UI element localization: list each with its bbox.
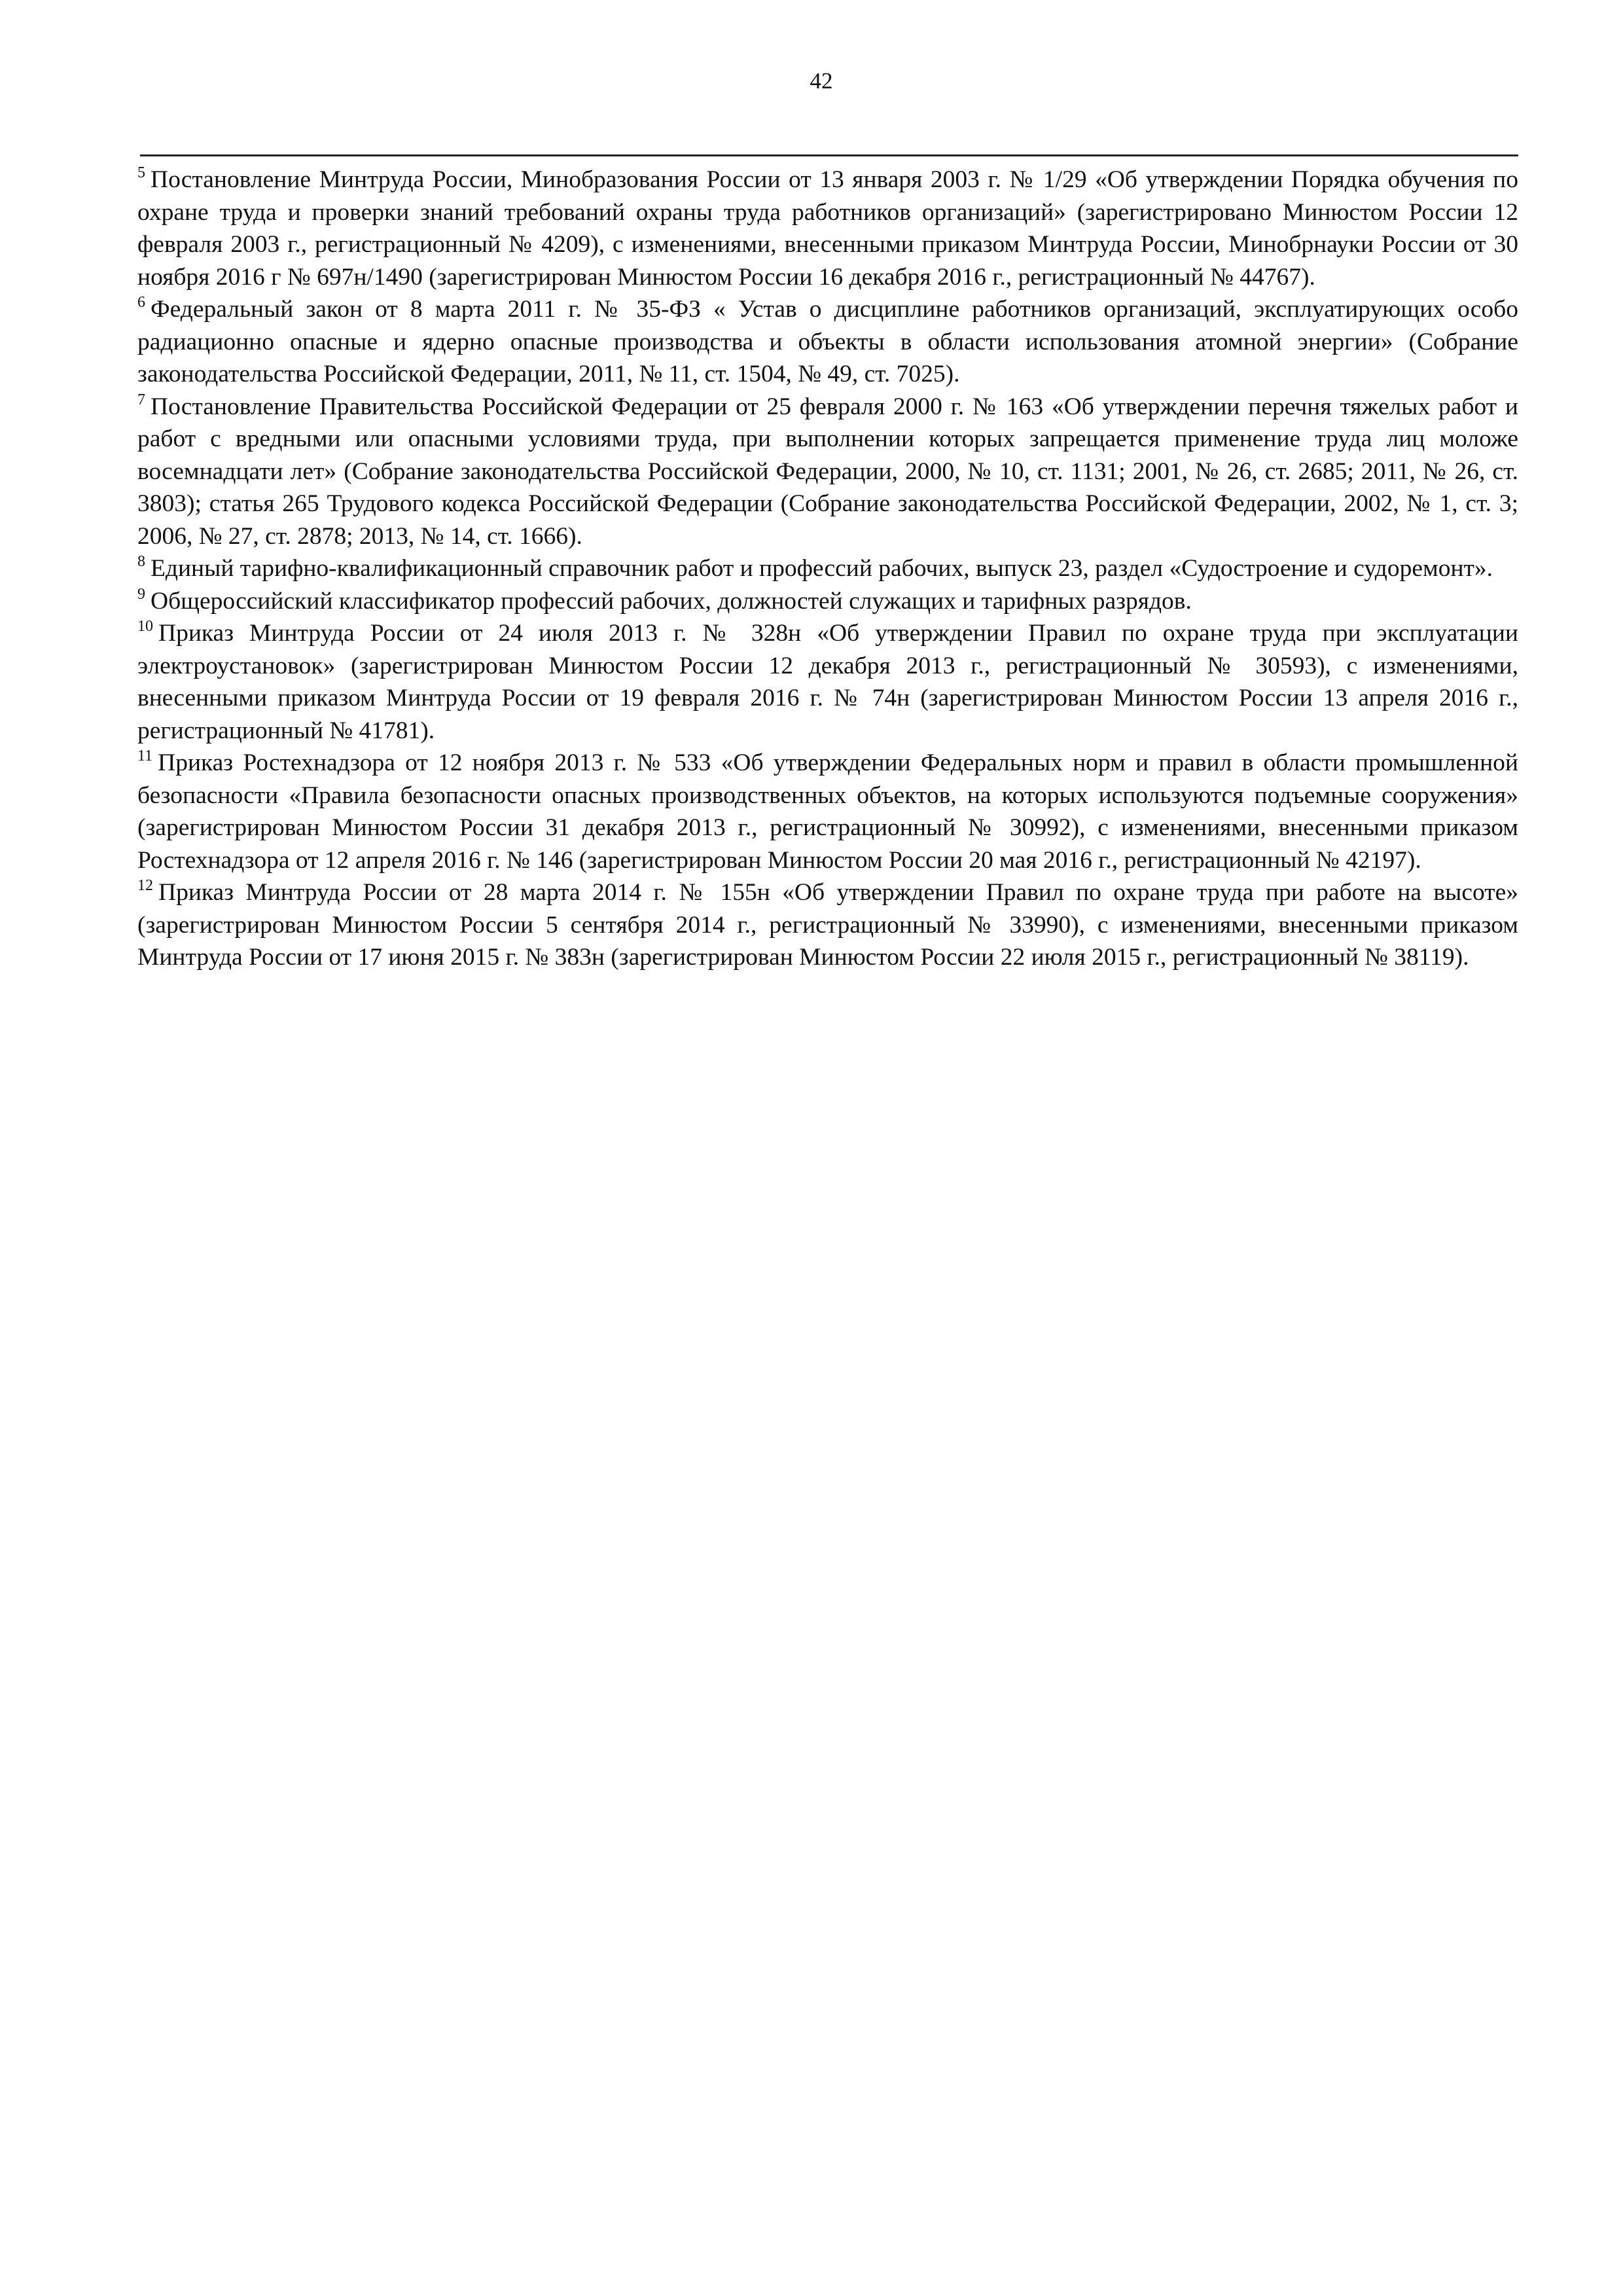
- footnote-text: Приказ Минтруда России от 28 марта 2014 г. № 155н «Об утверждении Правил по охране труда при работе на высоте» (зарегистрирован Минюстом России 5 сентября 2014 г., регистрационный № 33990), с изменениями, внесенными приказом Минтруда России от 17 июня 2015 г. № 383н (зарегистрирован Минюстом России 22 июля 2015 г., регистрационный № 38119).: [137, 879, 1518, 971]
- footnote-marker: 6: [137, 294, 145, 311]
- footnote-text: Приказ Минтруда России от 24 июля 2013 г. № 328н «Об утверждении Правил по охране труда при эксплуатации электроустановок» (зарегистрирован Минюстом России 12 декабря 2013 г., регистрационный № 30593), с изменениями, внесенными приказом Минтруда России от 19 февраля 2016 г. № 74н (зарегистрирован Минюстом России 13 апреля 2016 г., регистрационный № 41781).: [137, 620, 1518, 744]
- footnote-text: Единый тарифно-квалификационный справочник работ и профессий рабочих, выпуск 23, раздел «Судостроение и судоремонт».: [151, 555, 1493, 582]
- footnote-marker: 7: [137, 391, 145, 408]
- footnote-9: [137, 585, 1518, 618]
- footnote-marker: 10: [137, 618, 153, 635]
- footnote-10: [137, 617, 1518, 747]
- footnote-5: [137, 164, 1518, 293]
- footnote-text: Постановление Минтруда России, Минобразования России от 13 января 2003 г. № 1/29 «Об утверждении Порядка обучения по охране труда и проверки знаний требований охраны труда работников организаций» (зарегистрировано Минюстом России 12 февраля 2003 г., регистрационный № 4209), с изменениями, внесенными приказом Минтруда России, Минобрнауки России от 30 ноября 2016 г № 697н/1490 (зарегистрирован Минюстом России 16 декабря 2016 г., регистрационный № 44767).: [137, 166, 1518, 291]
- footnote-marker: 12: [137, 877, 153, 894]
- footnote-marker: 5: [137, 164, 145, 181]
- footnote-text: Приказ Ростехнадзора от 12 ноября 2013 г. № 533 «Об утверждении Федеральных норм и правил в области промышленной безопасности «Правила безопасности опасных производственных объектов, на которых используются подъемные сооружения» (зарегистрирован Минюстом России 31 декабря 2013 г., регистрационный № 30992), с изменениями, внесенными приказом Ростехнадзора от 12 апреля 2016 г. № 146 (зарегистрирован Минюстом России 20 мая 2016 г., регистрационный № 42197).: [137, 749, 1518, 874]
- footnote-text: Общероссийский классификатор профессий рабочих, должностей служащих и тарифных разрядов.: [151, 587, 1192, 615]
- footnote-11: [137, 747, 1518, 876]
- footnote-marker: 11: [137, 747, 153, 764]
- footnote-6: [137, 293, 1518, 391]
- footnote-marker: 9: [137, 585, 145, 603]
- footnote-text: Федеральный закон от 8 марта 2011 г. № 35-ФЗ « Устав о дисциплине работников организаций, эксплуатирующих особо радиационно опасные и ядерно опасные производства и объекты в области использования атомной энергии» (Собрание законодательства Российской Федерации, 2011, № 11, ст. 1504, № 49, ст. 7025).: [137, 296, 1518, 387]
- footnote-marker: 8: [137, 553, 145, 570]
- footnote-text: Постановление Правительства Российской Федерации от 25 февраля 2000 г. № 163 «Об утверждении перечня тяжелых работ и работ с вредными или опасными условиями труда, при выполнении которых запрещается применение труда лиц моложе восемнадцати лет» (Собрание законодательства Российской Федерации, 2000, № 10, ст. 1131; 2001, № 26, ст. 2685; 2011, № 26, ст. 3803); статья 265 Трудового кодекса Российской Федерации (Собрание законодательства Российской Федерации, 2002, № 1, ст. 3; 2006, № 27, ст. 2878; 2013, № 14, ст. 1666).: [137, 393, 1518, 550]
- footnotes-section: [137, 164, 1518, 974]
- page-number: 42: [810, 68, 833, 94]
- footnote-12: [137, 876, 1518, 974]
- footnote-8: [137, 552, 1518, 585]
- footnote-7: [137, 391, 1518, 553]
- footnote-separator: [140, 154, 1518, 156]
